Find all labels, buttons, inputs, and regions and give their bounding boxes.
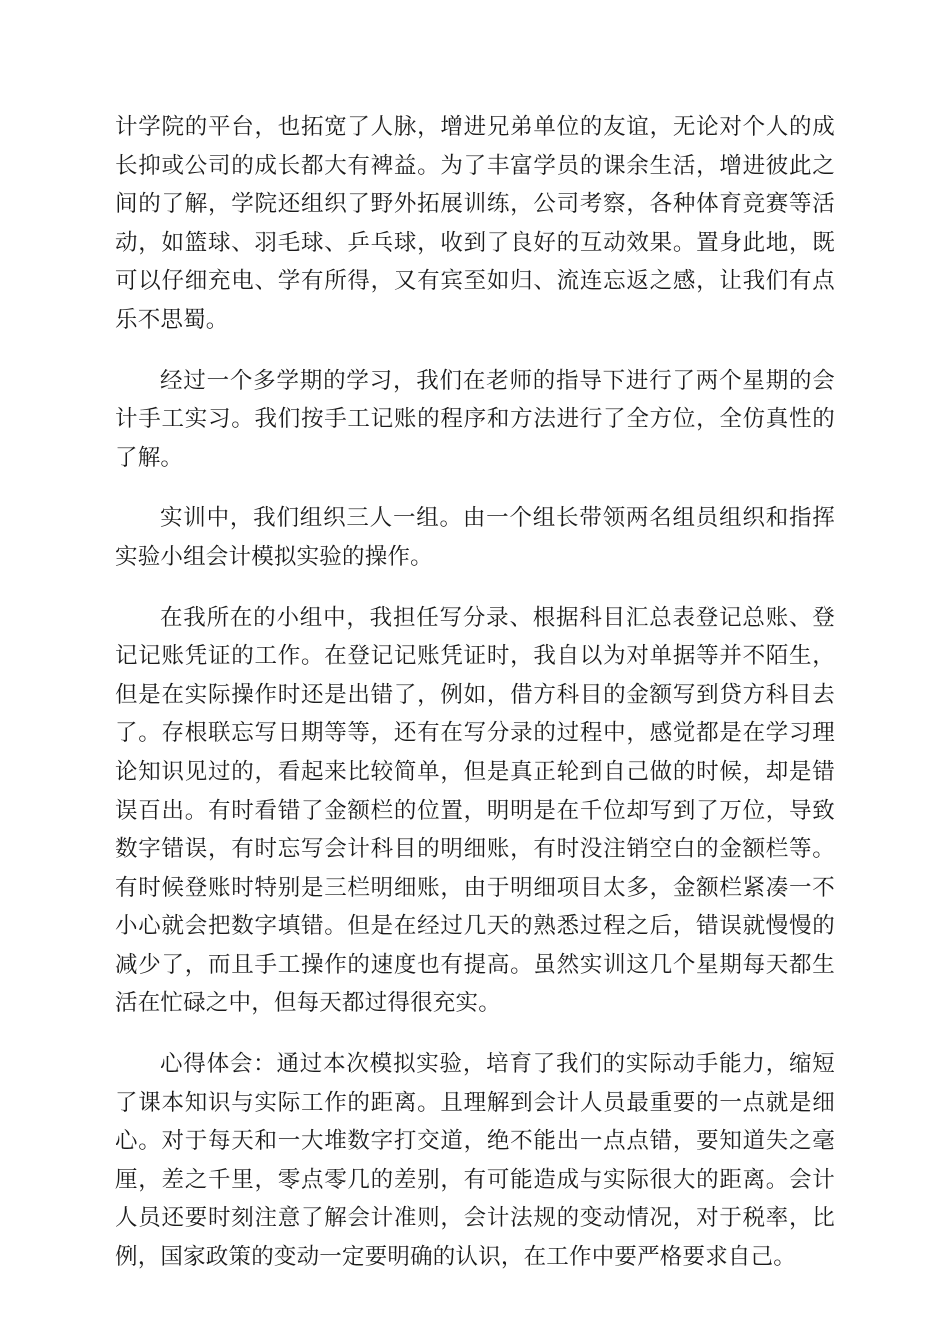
document-body [115, 108, 835, 1299]
paragraph-continued: 计学院的平台，也拓宽了人脉，增进兄弟单位的友谊，无论对个人的成长抑或公司的成长都大有裨益。为了丰富学员的课余生活，增进彼此之间的了解，学院还组织了野外拓展训练，公司考察，各种体育竞赛等活动，如篮球、羽毛球、乒乓球，收到了良好的互动效果。置身此地，既可以仔细充电、学有所得，又有宾至如归、流连忘返之感，让我们有点乐不思蜀。 [115, 114, 835, 333]
paragraph-reflections: 心得体会：通过本次模拟实验，培育了我们的实际动手能力，缩短了课本知识与实际工作的距离。且理解到会计人员最重要的一点就是细心。对于每天和一大堆数字打交道，绝不能出一点点错，要知道失之毫厘，差之千里，零点零几的差别，有可能造成与实际很大的距离。会计人员还要时刻注意了解会计准则，会计法规的变动情况，对于税率，比例，国家政策的变动一定要明确的认识，在工作中要严格要求自己。 [115, 1051, 835, 1271]
paragraph-training-groups: 实训中，我们组织三人一组。由一个组长带领两名组员组织和指挥实验小组会计模拟实验的操作。 [115, 505, 835, 570]
paragraph-my-role: 在我所在的小组中，我担任写分录、根据科目汇总表登记总账、登记记账凭证的工作。在登记记账凭证时，我自以为对单据等并不陌生，但是在实际操作时还是出错了，例如，借方科目的金额写到贷方科目去了。存根联忘写日期等等，还有在写分录的过程中，感觉都是在学习理论知识见过的，看起来比较简单，但是真正轮到自己做的时候，却是错误百出。有时看错了金额栏的位置，明明是在千位却写到了万位，导致数字错误，有时忘写会计科目的明细账，有时没注销空白的金额栏等。有时候登账时特别是三栏明细账，由于明细项目太多，金额栏紧凑一不小心就会把数字填错。但是在经过几天的熟悉过程之后，错误就慢慢的减少了，而且手工操作的速度也有提高。虽然实训这几个星期每天都生活在忙碌之中，但每天都过得很充实。 [115, 604, 835, 1017]
paragraph-study-practice: 经过一个多学期的学习，我们在老师的指导下进行了两个星期的会计手工实习。我们按手工记账的程序和方法进行了全方位，全仿真性的了解。 [115, 367, 835, 471]
